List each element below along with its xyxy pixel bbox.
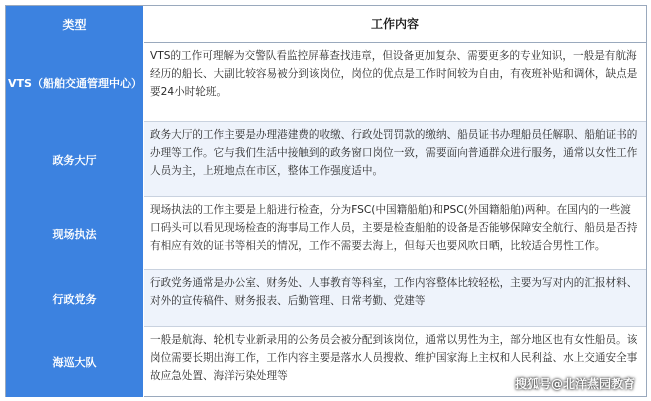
table-row [6,43,646,122]
row-type-admin-party: 行政党务 [6,270,144,327]
row-content-admin-party: 行政党务通常是办公室、财务处、人事教育等科室，工作内容整体比较轻松，主要为写对内的汇报材料、对外的宣传稿件、财务报表、后勤管理、日常考勤、党建等 [144,270,646,327]
row-content-vts: VTS的工作可理解为交警队看监控屏幕查找违章，但设备更加复杂、需要更多的专业知识，一般是有航海经历的船长、大副比较容易被分到该岗位，岗位的优点是工作时间较为自由，有夜班补贴和调休，缺点是要24小时轮班。 [144,43,646,122]
table-row [6,122,646,197]
row-type-field-enforcement: 现场执法 [6,197,144,270]
type-column-header: 类型 [6,6,144,43]
table-row [6,197,646,270]
row-type-patrol-brigade: 海巡大队 [6,327,144,397]
row-content-government-hall: 政务大厅的工作主要是办理港建费的收缴、行政处罚罚款的缴纳、船员证书办理船员任解职、船舶证书的办理等工作。它与我们生活中接触到的政务窗口岗位一致，需要面向普通群众进行服务，通常以女性工作人员为主，上班地点在市区，整体工作强度适中。 [144,122,646,197]
row-content-patrol-brigade: 一般是航海、轮机专业新录用的公务员会被分配到该岗位，通常以男性为主，部分地区也有女性船员。该岗位需要长期出海工作，工作内容主要是落水人员搜救、维护国家海上主权和人民利益、水上交通安全事故应急处置、海洋污染处理等 [150,334,638,382]
row-type-vts: VTS（船舶交通管理中心） [6,43,144,122]
content-column-header: 工作内容 [144,6,646,43]
job-content-table [5,5,647,397]
table-header-row [6,6,646,43]
row-content-field-enforcement: 现场执法的工作主要是上船进行检查，分为FSC(中国籍船舶)和PSC(外国籍船舶)两种。在国内的一些渡口码头可以看见现场检查的海事局工作人员，主要是检查船舶的设备是否能够保障安全航行、船员是否持有相应有效的证书等相关的情况，工作不需要去海上，但每天也要风吹日晒，比较适合男性工作。 [144,197,646,270]
row-type-government-hall: 政务大厅 [6,122,144,197]
table-row [6,270,646,327]
sohu-watermark: 搜狐号@北洋燕园教育 [514,377,635,391]
